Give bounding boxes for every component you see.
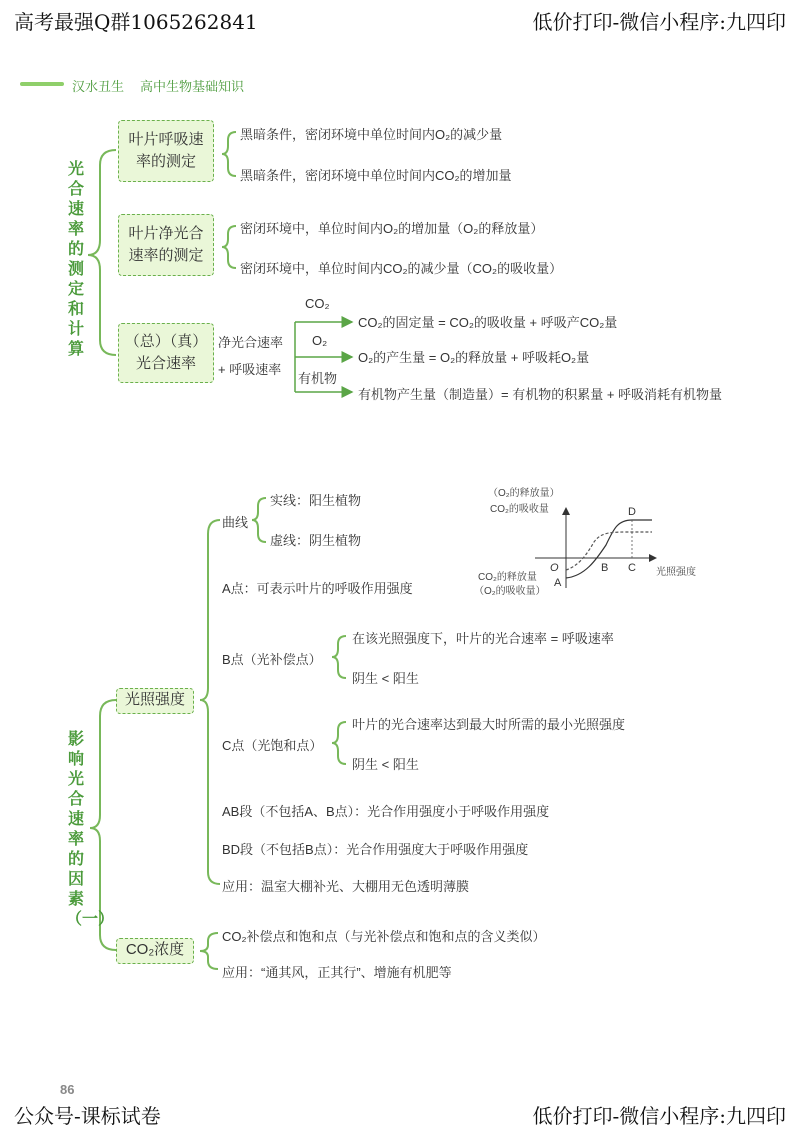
header-subject: 高中生物基础知识 — [140, 79, 245, 94]
box-total-photosynthesis — [118, 323, 214, 383]
box-leaf-respiration-line2: 率的测定 — [135, 153, 196, 170]
curve-label: 曲线 — [222, 515, 249, 530]
graph-label-d: D — [628, 506, 636, 518]
box-total-photosynthesis-line1: （总）（真） — [124, 333, 208, 350]
watermark-top-right: 低价打印-微信小程序:九四印 — [532, 10, 786, 34]
graph-label-a: A — [554, 577, 562, 589]
net-item-1: 密闭环境中，单位时间内O₂的增加量（O₂的释放量） — [240, 221, 544, 236]
net-rate-label: 净光合速率 — [218, 335, 284, 350]
box-leaf-respiration-line1: 叶片呼吸速 — [128, 131, 204, 148]
point-c-label: C点（光饱和点） — [222, 738, 323, 753]
watermark-bottom-right: 低价打印-微信小程序:九四印 — [532, 1104, 786, 1128]
box-leaf-respiration — [118, 120, 214, 182]
arrow-label-o2: O₂ — [312, 333, 328, 348]
box-light-intensity: 光照强度 — [116, 688, 194, 714]
co2-item-2: 应用：“通其风，正其行”、增施有机肥等 — [222, 965, 452, 980]
curve-solid: 实线：阳生植物 — [270, 493, 362, 508]
section1-title: 光合速率的测定和计算 — [67, 161, 84, 358]
segment-bd: BD段（不包括B点）：光合作用强度大于呼吸作用强度 — [222, 842, 529, 857]
point-b-item-2: 阴生 < 阳生 — [352, 671, 419, 686]
graph-y-top-2: CO₂的吸收量 — [490, 504, 549, 515]
box-net-photosynthesis-line1: 叶片净光合 — [128, 225, 204, 242]
arrow-label-organic: 有机物 — [298, 371, 338, 386]
graph-x-label: 光照强度 — [656, 567, 696, 578]
watermark-bottom-left: 公众号-课标试卷 — [14, 1104, 161, 1128]
co2-item-1: CO₂补偿点和饱和点（与光补偿点和饱和点的含义类似） — [222, 929, 546, 944]
curve-dashed: 虚线：阴生植物 — [270, 533, 362, 548]
segment-ab: AB段（不包括A、B点）：光合作用强度小于呼吸作用强度 — [222, 804, 550, 819]
page-number: 86 — [60, 1082, 75, 1097]
graph-y-bottom-2: （O₂的吸收量） — [474, 586, 546, 597]
graph-label-c: C — [628, 562, 636, 574]
graph-label-b: B — [601, 562, 609, 574]
respiration-item-2: 黑暗条件，密闭环境中单位时间内CO₂的增加量 — [240, 168, 512, 183]
box-co2-concentration: CO₂浓度 — [116, 938, 194, 964]
point-a: A点：可表示叶片的呼吸作用强度 — [222, 581, 413, 596]
light-curve-graph — [535, 508, 656, 588]
respiration-item-1: 黑暗条件，密闭环境中单位时间内O₂的减少量 — [240, 127, 503, 142]
box-net-photosynthesis — [118, 214, 214, 276]
graph-origin: O — [550, 562, 559, 574]
graph-y-bottom-1: CO₂的释放量 — [478, 572, 537, 583]
total-item-co2: CO₂的固定量 = CO₂的吸收量 + 呼吸产CO₂量 — [358, 315, 618, 330]
watermark-top-left: 高考最强Q群1065262841 — [14, 10, 258, 34]
total-item-o2: O₂的产生量 = O₂的释放量 + 呼吸耗O₂量 — [358, 350, 590, 365]
respiration-rate-label: + 呼吸速率 — [218, 362, 282, 377]
point-c-item-1: 叶片的光合速率达到最大时所需的最小光照强度 — [352, 717, 626, 732]
header-book: 汉水丑生 — [72, 79, 125, 94]
arrow-label-co2: CO₂ — [305, 296, 330, 311]
point-b-label: B点（光补偿点） — [222, 652, 322, 667]
point-c-item-2: 阴生 < 阳生 — [352, 757, 419, 772]
point-b-item-1: 在该光照强度下，叶片的光合速率 = 呼吸速率 — [352, 631, 614, 646]
graph-y-top-1: （O₂的释放量） — [488, 488, 560, 499]
box-net-photosynthesis-line2: 速率的测定 — [128, 247, 204, 264]
net-item-2: 密闭环境中，单位时间内CO₂的减少量（CO₂的吸收量） — [240, 261, 563, 276]
light-application: 应用：温室大棚补光、大棚用无色透明薄膜 — [222, 879, 470, 894]
box-total-photosynthesis-line2: 光合速率 — [135, 355, 196, 372]
section2-title: 影响光合速率的因素（一） — [66, 731, 115, 928]
total-item-organic: 有机物产生量（制造量）= 有机物的积累量 + 呼吸消耗有机物量 — [358, 387, 723, 402]
